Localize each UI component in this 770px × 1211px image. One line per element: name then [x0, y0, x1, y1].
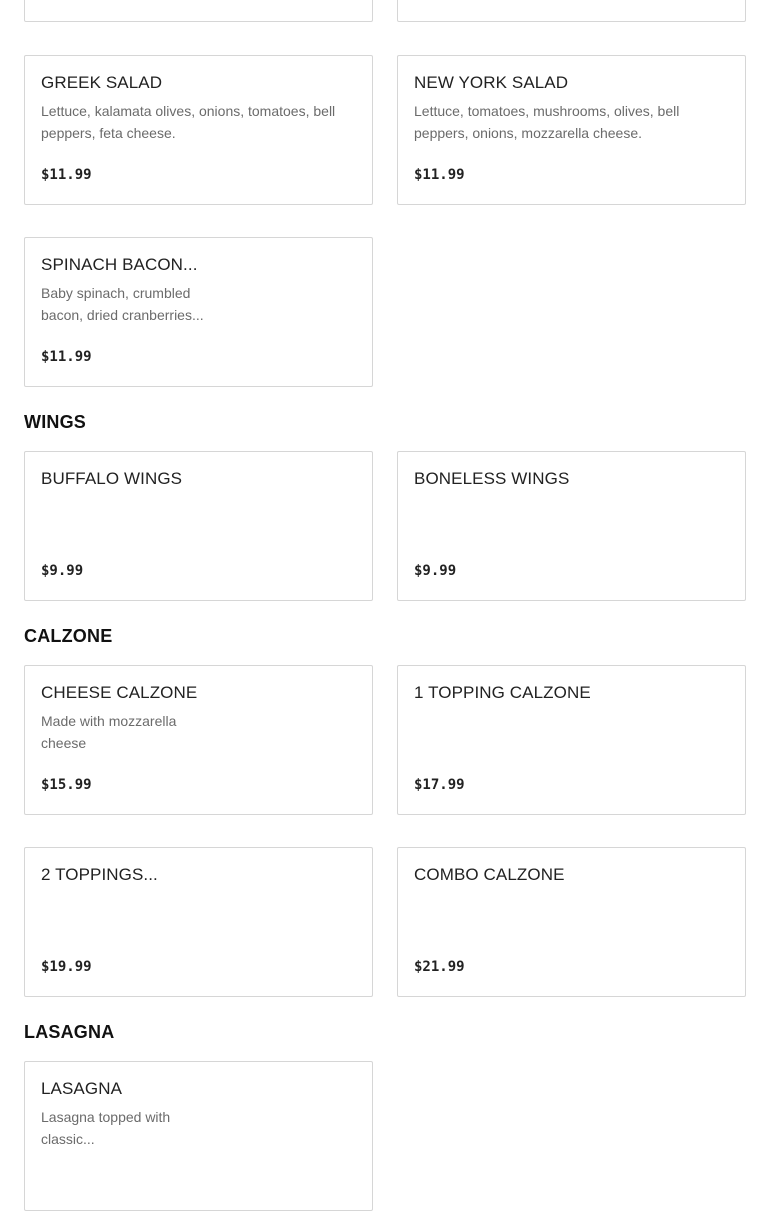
- item-name: NEW YORK SALAD: [414, 73, 569, 92]
- item-description: Made with mozzarella cheese: [41, 713, 177, 751]
- item-name: GREEK SALAD: [41, 73, 163, 92]
- item-price: $11.99: [41, 349, 92, 365]
- item-name: BONELESS WINGS: [414, 469, 570, 488]
- item-name: CHEESE CALZONE: [41, 683, 198, 702]
- menu-item-combo-calzone[interactable]: [397, 847, 746, 997]
- menu-item-boneless-wings[interactable]: [397, 451, 746, 601]
- section-title-calzone: CALZONE: [24, 626, 113, 646]
- menu-item-spinach-bacon[interactable]: [24, 237, 373, 387]
- item-description: Lettuce, kalamata olives, onions, tomatoes, bell peppers, feta cheese.: [41, 103, 336, 141]
- menu-item-greek-salad[interactable]: [24, 55, 373, 205]
- menu-item-2-toppings-calzone[interactable]: [24, 847, 373, 997]
- item-name: SPINACH BACON...: [41, 255, 198, 274]
- item-description: Baby spinach, crumbled bacon, dried cranberries...: [41, 285, 204, 323]
- item-price: $21.99: [414, 959, 465, 975]
- item-price: $17.99: [414, 777, 465, 793]
- item-price: $11.99: [414, 167, 465, 183]
- menu-item-1-topping-calzone[interactable]: [397, 665, 746, 815]
- item-price: $19.99: [41, 959, 92, 975]
- item-name: LASAGNA: [41, 1079, 123, 1098]
- item-name: 1 TOPPING CALZONE: [414, 683, 591, 702]
- menu-item-new-york-salad[interactable]: [397, 55, 746, 205]
- item-name: COMBO CALZONE: [414, 865, 565, 884]
- item-price: $15.99: [41, 777, 92, 793]
- menu-item-buffalo-wings[interactable]: [24, 451, 373, 601]
- item-price: $9.99: [41, 563, 84, 579]
- item-description: Lettuce, tomatoes, mushrooms, olives, bell peppers, onions, mozzarella cheese.: [414, 103, 680, 141]
- menu-item-card-partial[interactable]: [24, 0, 373, 22]
- menu-item-lasagna[interactable]: [24, 1061, 373, 1211]
- item-price: $11.99: [41, 167, 92, 183]
- menu-item-card-partial[interactable]: [397, 0, 746, 22]
- section-title-lasagna: LASAGNA: [24, 1022, 115, 1042]
- item-description: Lasagna topped with classic...: [41, 1109, 171, 1147]
- item-price: $9.99: [414, 563, 457, 579]
- menu-item-cheese-calzone[interactable]: [24, 665, 373, 815]
- item-name: BUFFALO WINGS: [41, 469, 183, 488]
- item-name: 2 TOPPINGS...: [41, 865, 158, 884]
- section-title-wings: WINGS: [24, 412, 86, 432]
